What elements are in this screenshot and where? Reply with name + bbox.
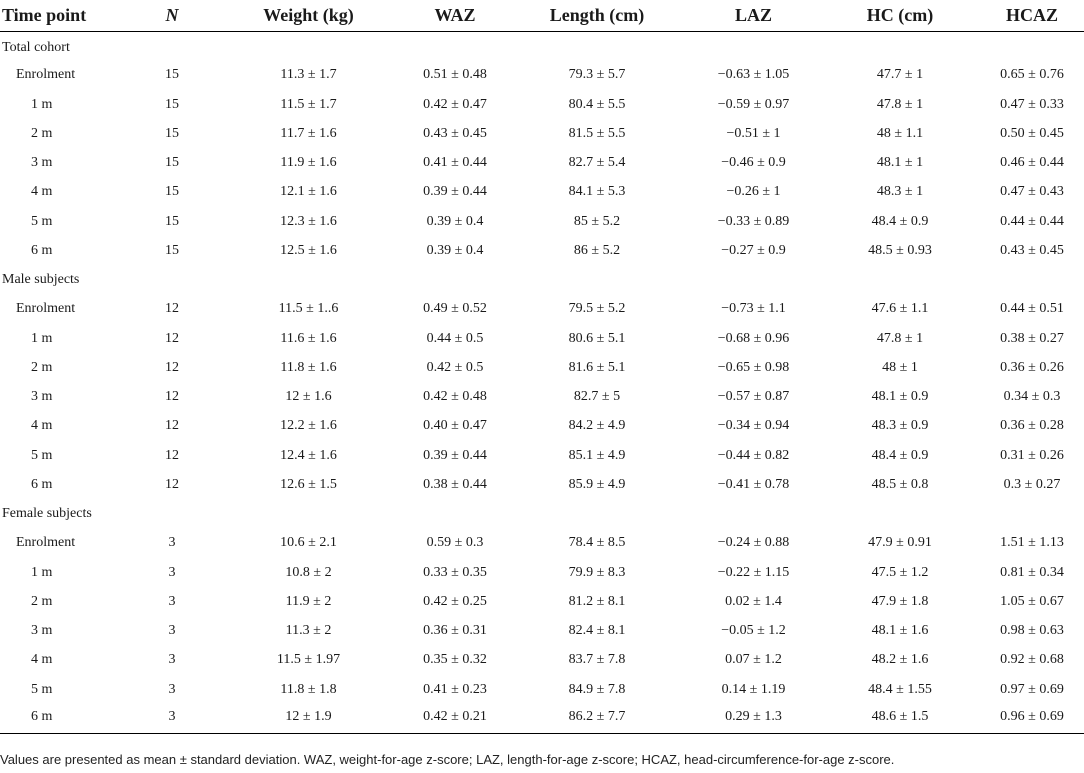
cell-hc: 48.1 ± 1.6: [871, 623, 929, 639]
cell-time-point: 6 m: [31, 242, 53, 258]
cell-hc: 48.5 ± 0.8: [871, 476, 929, 492]
cell-time-point: 4 m: [31, 652, 53, 668]
cell-n: 3: [168, 681, 176, 697]
table-row: [0, 295, 1084, 324]
cell-weight: 12 ± 1.6: [285, 389, 332, 405]
cell-hc: 47.5 ± 1.2: [871, 564, 929, 580]
cell-hcaz: 0.36 ± 0.28: [1000, 418, 1064, 434]
cell-hc: 48.4 ± 0.9: [871, 447, 929, 463]
cell-n: 15: [165, 213, 179, 229]
cell-length: 81.6 ± 5.1: [568, 359, 626, 375]
cell-length: 85 ± 5.2: [573, 213, 621, 229]
cell-waz: 0.35 ± 0.32: [423, 652, 487, 668]
cell-hc: 48.5 ± 0.93: [868, 242, 932, 258]
cell-time-point: 5 m: [31, 681, 53, 697]
cell-length: 82.7 ± 5.4: [568, 155, 626, 171]
cell-weight: 11.3 ± 1.7: [280, 67, 337, 83]
table-row: [0, 207, 1084, 236]
cell-laz: 0.02 ± 1.4: [725, 593, 782, 609]
group-label: Male subjects: [2, 272, 80, 288]
cell-weight: 10.6 ± 2.1: [280, 535, 337, 551]
cell-length: 80.6 ± 5.1: [568, 330, 626, 346]
cell-weight: 11.8 ± 1.8: [280, 681, 337, 697]
cell-laz: −0.26 ± 1: [726, 184, 781, 200]
cell-length: 79.3 ± 5.7: [568, 67, 626, 83]
table-body: [0, 32, 1084, 734]
group-row: [0, 32, 1084, 61]
cell-n: 3: [168, 623, 176, 639]
cell-waz: 0.39 ± 0.4: [426, 213, 484, 229]
cell-time-point: 4 m: [31, 418, 53, 434]
table-header: [0, 0, 1084, 32]
cell-laz: −0.05 ± 1.2: [721, 623, 786, 639]
cell-waz: 0.38 ± 0.44: [423, 476, 487, 492]
cell-waz: 0.40 ± 0.47: [423, 418, 487, 434]
cell-weight: 11.9 ± 2: [285, 593, 332, 609]
cell-laz: −0.27 ± 0.9: [721, 242, 786, 258]
cell-hcaz: 0.92 ± 0.68: [1000, 652, 1064, 668]
cell-time-point: 1 m: [31, 564, 53, 580]
cell-weight: 12.4 ± 1.6: [280, 447, 337, 463]
cell-hc: 47.9 ± 1.8: [871, 593, 929, 609]
cell-length: 83.7 ± 7.8: [568, 652, 626, 668]
cell-time-point: 1 m: [31, 330, 53, 346]
cell-length: 81.5 ± 5.5: [568, 125, 626, 141]
cell-laz: 0.29 ± 1.3: [687, 704, 820, 733]
cell-laz: −0.59 ± 0.97: [717, 96, 790, 112]
cell-laz: −0.51 ± 1: [726, 125, 781, 141]
cell-n: 12: [165, 330, 179, 346]
cell-time-point: 1 m: [31, 96, 53, 112]
cell-waz: 0.49 ± 0.52: [423, 301, 487, 317]
table-row: [0, 646, 1084, 675]
cell-time-point: Enrolment: [16, 535, 76, 551]
cell-laz: −0.34 ± 0.94: [717, 418, 790, 434]
table-row: [0, 178, 1084, 207]
table-row: [0, 149, 1084, 178]
cell-weight: 11.5 ± 1.97: [276, 652, 341, 668]
cell-weight: 11.8 ± 1.6: [280, 359, 337, 375]
cell-time-point: 4 m: [31, 184, 53, 200]
cell-n: 3: [168, 564, 176, 580]
table-row: [0, 470, 1084, 499]
cell-hcaz: 0.98 ± 0.63: [1000, 623, 1064, 639]
cell-weight: 12.5 ± 1.6: [280, 242, 337, 258]
cell-laz: −0.46 ± 0.9: [721, 155, 786, 171]
cell-n: 12: [165, 301, 179, 317]
cell-laz: −0.73 ± 1.1: [721, 301, 786, 317]
cell-laz: −0.24 ± 0.88: [717, 535, 790, 551]
cell-hcaz: 0.65 ± 0.76: [1000, 67, 1064, 83]
cell-hc: 48.6 ± 1.5: [820, 704, 980, 733]
cell-hc: 47.8 ± 1: [876, 96, 924, 112]
cell-waz: 0.33 ± 0.35: [423, 564, 487, 580]
cell-hcaz: 0.34 ± 0.3: [1003, 389, 1061, 405]
table-row: [0, 383, 1084, 412]
cell-hcaz: 1.51 ± 1.13: [1000, 535, 1064, 551]
cell-length: 86 ± 5.2: [573, 242, 621, 258]
cell-weight: 12.2 ± 1.6: [280, 418, 337, 434]
cell-time-point: 5 m: [31, 213, 53, 229]
cell-laz: 0.07 ± 1.2: [725, 652, 782, 668]
cell-hc: 48.3 ± 0.9: [871, 418, 929, 434]
cell-n: 12: [165, 418, 179, 434]
cell-waz: 0.42 ± 0.48: [423, 389, 487, 405]
cell-waz: 0.42 ± 0.5: [426, 359, 484, 375]
cell-n: 15: [165, 242, 179, 258]
cell-waz: 0.43 ± 0.45: [423, 125, 487, 141]
cell-n: 15: [165, 125, 179, 141]
cell-laz: 0.14 ± 1.19: [721, 681, 786, 697]
cell-hc: 48 ± 1: [882, 359, 918, 375]
header-n: N: [130, 0, 214, 32]
cell-n: 12: [165, 389, 179, 405]
cell-weight: 12 ± 1.9: [214, 704, 403, 733]
cell-waz: 0.41 ± 0.44: [423, 155, 487, 171]
cell-hcaz: 1.05 ± 0.67: [1000, 593, 1064, 609]
cell-hc: 47.6 ± 1.1: [871, 301, 929, 317]
cell-length: 82.7 ± 5: [573, 389, 621, 405]
table-row: [0, 90, 1084, 119]
table-footnote: Values are presented as mean ± standard deviation. WAZ, weight-for-age z-score; LAZ, length-for-age z-score; HCAZ, head-circumference-for-age z-score.: [0, 752, 895, 767]
table-row: [0, 61, 1084, 90]
cell-waz: 0.42 ± 0.47: [423, 96, 487, 112]
cell-hcaz: 0.46 ± 0.44: [1000, 155, 1064, 171]
cell-laz: −0.57 ± 0.87: [717, 389, 790, 405]
cell-laz: −0.65 ± 0.98: [717, 359, 790, 375]
cell-hc: 48.3 ± 1: [876, 184, 924, 200]
cell-time-point: 3 m: [31, 623, 53, 639]
cell-hc: 48.4 ± 0.9: [871, 213, 929, 229]
cell-n: 3: [130, 704, 214, 733]
cell-time-point: 2 m: [31, 359, 53, 375]
cell-length: 84.1 ± 5.3: [568, 184, 626, 200]
cell-length: 84.9 ± 7.8: [568, 681, 626, 697]
cell-n: 12: [165, 359, 179, 375]
cell-laz: −0.22 ± 1.15: [717, 564, 790, 580]
cell-n: 3: [168, 652, 176, 668]
cell-laz: −0.63 ± 1.05: [717, 67, 790, 83]
cell-hc: 47.7 ± 1: [876, 67, 924, 83]
cell-time-point: 2 m: [31, 593, 53, 609]
header-waz: WAZ: [403, 0, 507, 32]
cell-hc: 48.4 ± 1.55: [868, 681, 932, 697]
cell-length: 79.9 ± 8.3: [568, 564, 626, 580]
group-row: [0, 500, 1084, 529]
table-row: [0, 704, 1084, 733]
table-row: [0, 587, 1084, 616]
cell-waz: 0.59 ± 0.3: [426, 535, 484, 551]
cell-n: 15: [165, 67, 179, 83]
cell-waz: 0.36 ± 0.31: [423, 623, 487, 639]
cell-n: 12: [165, 476, 179, 492]
header-hc: HC (cm): [820, 0, 980, 32]
cell-n: 3: [168, 535, 176, 551]
cell-hcaz: 0.47 ± 0.43: [1000, 184, 1064, 200]
cell-hc: 48 ± 1.1: [876, 125, 924, 141]
cell-weight: 11.6 ± 1.6: [280, 330, 337, 346]
cell-length: 82.4 ± 8.1: [568, 623, 626, 639]
cell-hcaz: 0.43 ± 0.45: [1000, 242, 1064, 258]
cell-hc: 47.8 ± 1: [876, 330, 924, 346]
table-row: [0, 324, 1084, 353]
group-row: [0, 266, 1084, 295]
cell-hc: 48.1 ± 0.9: [871, 389, 929, 405]
cell-time-point: Enrolment: [16, 67, 76, 83]
table-row: [0, 119, 1084, 148]
cell-weight: 11.9 ± 1.6: [280, 155, 337, 171]
cell-length: 81.2 ± 8.1: [568, 593, 626, 609]
cell-n: 3: [168, 593, 176, 609]
cell-hcaz: 0.44 ± 0.51: [1000, 301, 1064, 317]
table-row: [0, 558, 1084, 587]
cell-length: 86.2 ± 7.7: [507, 704, 687, 733]
group-label: Female subjects: [2, 506, 92, 522]
header-weight: Weight (kg): [214, 0, 403, 32]
cell-length: 85.1 ± 4.9: [568, 447, 626, 463]
cell-length: 79.5 ± 5.2: [568, 301, 626, 317]
cell-waz: 0.42 ± 0.25: [423, 593, 487, 609]
cell-waz: 0.42 ± 0.21: [403, 704, 507, 733]
table-row: [0, 236, 1084, 265]
cell-hcaz: 0.44 ± 0.44: [1000, 213, 1064, 229]
cell-n: 15: [165, 155, 179, 171]
cell-weight: 12.1 ± 1.6: [280, 184, 337, 200]
cell-hc: 48.2 ± 1.6: [871, 652, 929, 668]
cell-waz: 0.41 ± 0.23: [423, 681, 487, 697]
cell-time-point: 5 m: [31, 447, 53, 463]
cell-hc: 48.1 ± 1: [876, 155, 924, 171]
cell-waz: 0.39 ± 0.44: [423, 184, 487, 200]
cell-waz: 0.39 ± 0.4: [426, 242, 484, 258]
cell-weight: 10.8 ± 2: [285, 564, 332, 580]
table-row: [0, 675, 1084, 704]
cell-weight: 12.6 ± 1.5: [280, 476, 337, 492]
cell-time-point: 6 m: [0, 704, 130, 733]
cell-waz: 0.51 ± 0.48: [423, 67, 487, 83]
cell-hcaz: 0.81 ± 0.34: [1000, 564, 1064, 580]
cell-time-point: 3 m: [31, 389, 53, 405]
cell-waz: 0.44 ± 0.5: [426, 330, 484, 346]
cell-length: 78.4 ± 8.5: [568, 535, 626, 551]
cell-weight: 11.5 ± 1..6: [278, 301, 339, 317]
cell-weight: 11.5 ± 1.7: [280, 96, 337, 112]
table-row: [0, 617, 1084, 646]
table-row: [0, 441, 1084, 470]
cell-n: 15: [165, 96, 179, 112]
cell-hc: 47.9 ± 0.91: [868, 535, 932, 551]
cell-laz: −0.41 ± 0.78: [717, 476, 790, 492]
cell-weight: 11.7 ± 1.6: [280, 125, 337, 141]
cell-laz: −0.68 ± 0.96: [717, 330, 790, 346]
header-laz: LAZ: [687, 0, 820, 32]
cell-hcaz: 0.50 ± 0.45: [1000, 125, 1064, 141]
cell-hcaz: 0.36 ± 0.26: [1000, 359, 1064, 375]
cell-weight: 11.3 ± 2: [285, 623, 332, 639]
cell-hcaz: 0.3 ± 0.27: [1003, 476, 1061, 492]
cell-time-point: 2 m: [31, 125, 53, 141]
header-row: [0, 0, 1084, 32]
cell-laz: −0.33 ± 0.89: [717, 213, 790, 229]
header-time-point: Time point: [0, 0, 130, 32]
table-row: [0, 412, 1084, 441]
cell-length: 84.2 ± 4.9: [568, 418, 626, 434]
cell-hcaz: 0.31 ± 0.26: [1000, 447, 1064, 463]
cell-length: 85.9 ± 4.9: [568, 476, 626, 492]
cell-n: 12: [165, 447, 179, 463]
header-hcaz: HCAZ: [980, 0, 1084, 32]
cell-hcaz: 0.38 ± 0.27: [1000, 330, 1064, 346]
cell-waz: 0.39 ± 0.44: [423, 447, 487, 463]
header-length: Length (cm): [507, 0, 687, 32]
cell-length: 80.4 ± 5.5: [568, 96, 626, 112]
cell-hcaz: 0.97 ± 0.69: [1000, 681, 1064, 697]
cell-weight: 12.3 ± 1.6: [280, 213, 337, 229]
cell-hcaz: 0.47 ± 0.33: [1000, 96, 1064, 112]
table-row: [0, 353, 1084, 382]
cell-n: 15: [165, 184, 179, 200]
table-row: [0, 529, 1084, 558]
cell-time-point: 3 m: [31, 155, 53, 171]
cell-laz: −0.44 ± 0.82: [717, 447, 790, 463]
cell-time-point: 6 m: [31, 476, 53, 492]
cell-time-point: Enrolment: [16, 301, 76, 317]
group-label: Total cohort: [2, 39, 70, 55]
cell-hcaz: 0.96 ± 0.69: [980, 704, 1084, 733]
